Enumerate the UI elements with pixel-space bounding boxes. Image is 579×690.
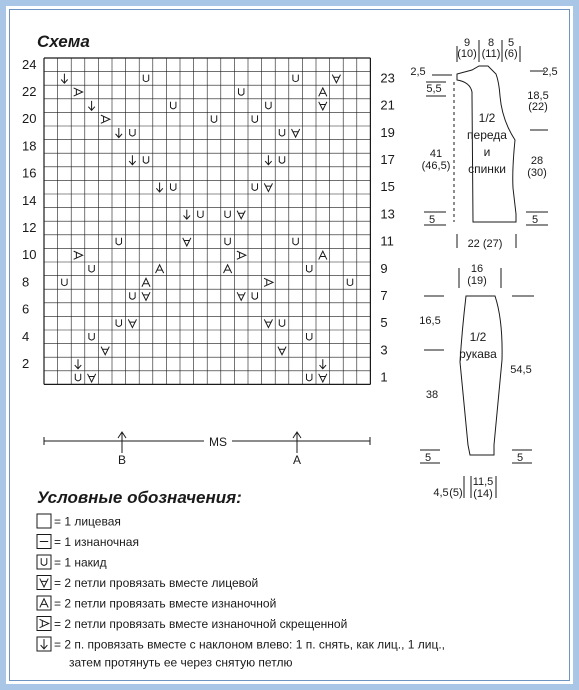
sl-label-1: 1/2: [469, 330, 487, 344]
sl-bottom-115: 11,5: [472, 476, 494, 488]
yarn-over-icon: [116, 238, 121, 245]
row-number-left: 10: [22, 247, 37, 263]
fb-label-2: переда: [467, 128, 507, 142]
legend-text: = 1 изнаночная: [54, 535, 139, 549]
yarn-over-icon: [170, 102, 175, 109]
chart-title: Схема: [37, 32, 90, 51]
purl-two-together-tbl-icon: [101, 115, 110, 123]
knit-two-together-icon: [142, 292, 150, 300]
left-slant-decrease-icon: [156, 182, 163, 192]
legend-text: = 2 петли провязать вместе изнаночной скрещенной: [54, 617, 348, 631]
purl-two-together-icon: [142, 278, 150, 286]
row-number-right: 19: [380, 124, 395, 140]
yarn-over-icon: [293, 238, 298, 245]
sl-top-19: (19): [467, 275, 487, 287]
legend-item: [37, 617, 347, 632]
yarn-over-icon: [238, 88, 243, 95]
fb-top-9: 9: [463, 37, 471, 49]
knit-two-together-icon: [319, 374, 327, 382]
purl-two-together-icon: [319, 88, 327, 96]
legend-item: [37, 596, 276, 611]
left-slant-decrease-icon: [88, 101, 95, 111]
fb-bottom-right-5: 5: [531, 214, 539, 226]
yarn-over-icon: [89, 265, 94, 272]
legend-swatch: [37, 555, 51, 569]
sl-bottom-left-5: 5: [424, 452, 432, 464]
knit-two-together-icon: [101, 347, 109, 355]
left-slant-decrease-icon: [320, 359, 327, 369]
row-number-left: 18: [22, 138, 37, 154]
yarn-over-icon: [170, 183, 175, 190]
legend-item: [37, 637, 445, 652]
row-number-left: 6: [22, 301, 30, 317]
yarn-over-icon: [306, 333, 311, 340]
row-number-left: 4: [22, 328, 30, 344]
yarn-over-icon: [198, 211, 203, 218]
row-number-left: 16: [22, 165, 37, 181]
row-number-left: 14: [22, 192, 37, 208]
yarn-over-icon: [279, 156, 284, 163]
left-slant-decrease-icon: [184, 210, 191, 220]
front-back-outline: [457, 66, 516, 222]
row-number-right: 9: [380, 260, 388, 276]
row-number-left: 12: [22, 220, 37, 235]
purl-two-together-tbl-icon: [264, 278, 273, 286]
purl-two-together-icon: [224, 265, 232, 273]
sl-left-38: 38: [425, 389, 439, 401]
row-number-left: 8: [22, 274, 30, 290]
yarn-over-icon: [130, 292, 135, 299]
purl-two-together-tbl-icon: [74, 251, 83, 259]
fb-right-30: (30): [527, 167, 547, 179]
purl-two-together-tbl-icon: [237, 251, 246, 259]
fb-top-8: 8: [487, 37, 495, 49]
row-numbers: [22, 57, 395, 385]
marker-b-label: B: [117, 453, 127, 467]
knit-two-together-icon: [237, 211, 245, 219]
fb-right-25: 2,5: [542, 66, 558, 78]
legend-list: [37, 514, 445, 670]
legend-item: [37, 576, 258, 591]
yarn-over-icon: [252, 292, 257, 299]
knit-two-together-icon: [264, 319, 272, 327]
row-number-right: 21: [380, 97, 395, 113]
knit-two-together-icon: [319, 102, 327, 110]
fb-left-41: 41: [429, 148, 443, 160]
yarn-over-icon: [279, 129, 284, 136]
repeat-label: MS: [209, 435, 227, 449]
knit-two-together-icon: [292, 129, 300, 137]
yarn-over-icon: [211, 115, 216, 122]
row-number-right: 11: [380, 233, 394, 249]
row-number-right: 23: [380, 70, 395, 86]
sl-left-165: 16,5: [419, 315, 441, 327]
legend-text: = 2 петли провязать вместе изнаночной: [54, 596, 277, 611]
yarn-over-icon: [89, 333, 94, 340]
legend-item: [37, 514, 121, 529]
sleeve-outline: [460, 296, 502, 455]
legend-text: = 2 п. провязать вместе с наклоном влево: 1 п. снять, как лиц., 1 лиц.,: [54, 637, 446, 652]
sl-bottom-right-5: 5: [516, 452, 524, 464]
yarn-over-icon: [225, 238, 230, 245]
legend-item: [37, 535, 139, 550]
yarn-over-icon: [116, 319, 121, 326]
knit-two-together-icon: [264, 183, 272, 191]
marker-a-label: A: [292, 453, 302, 467]
knit-two-together-icon: [88, 374, 96, 382]
fb-label-4: спинки: [468, 162, 506, 176]
row-number-left: 22: [22, 84, 37, 99]
legend-continuation: затем протянуть ее через снятую петлю: [69, 655, 293, 670]
fb-bottom-left-5: 5: [428, 214, 436, 226]
knit-two-together-icon: [128, 319, 136, 327]
knit-two-together-icon: [237, 292, 245, 300]
sl-right-545: 54,5: [510, 364, 532, 376]
knit-two-together-icon: [183, 238, 191, 246]
yarn-over-icon: [143, 75, 148, 82]
yarn-over-icon: [62, 279, 67, 286]
legend-swatch: [37, 514, 51, 528]
fb-right-22: (22): [528, 101, 548, 113]
yarn-over-icon: [130, 129, 135, 136]
yarn-over-icon: [306, 374, 311, 381]
sl-top-16: 16: [470, 263, 484, 275]
fb-width: 22 (27): [467, 238, 503, 250]
fb-label-3: и: [483, 145, 491, 159]
fb-label-1: 1/2: [478, 111, 496, 125]
row-number-left: 24: [22, 56, 37, 72]
sl-bottom-45: 4,5: [433, 487, 449, 499]
row-number-right: 5: [380, 315, 388, 331]
yarn-over-icon: [252, 115, 257, 122]
yarn-over-icon: [279, 319, 284, 326]
repeat-bracket: [44, 434, 370, 449]
sl-bottom-5p: (5): [449, 487, 463, 499]
legend-title: Условные обозначения:: [37, 488, 242, 507]
fb-top-6: (6): [504, 48, 518, 60]
purl-two-together-icon: [156, 265, 164, 273]
fb-right-28: 28: [530, 155, 544, 167]
left-slant-decrease-icon: [129, 155, 136, 165]
fb-top-5: 5: [507, 37, 515, 49]
row-number-right: 3: [380, 342, 388, 358]
yarn-over-icon: [143, 156, 148, 163]
purl-two-together-tbl-icon: [74, 88, 83, 96]
row-number-left: 2: [22, 356, 30, 371]
legend-text: = 1 лицевая: [54, 514, 121, 529]
marker-b: [118, 432, 126, 467]
knit-two-together-icon: [332, 75, 340, 83]
yarn-over-icon: [252, 183, 257, 190]
yarn-over-icon: [225, 211, 230, 218]
knit-two-together-icon: [278, 347, 286, 355]
yarn-over-icon: [347, 279, 352, 286]
left-slant-decrease-icon: [75, 359, 82, 369]
left-slant-decrease-icon: [265, 155, 272, 165]
fb-left-465: (46,5): [421, 160, 451, 172]
front-back-schematic: [410, 37, 557, 250]
fb-left-25: 2,5: [410, 66, 426, 78]
marker-a: [293, 432, 301, 467]
legend-text: = 1 накид: [54, 555, 107, 570]
row-number-right: 13: [380, 206, 395, 222]
yarn-over-icon: [293, 75, 298, 82]
fb-top-10: (10): [457, 48, 477, 60]
fb-right-185: 18,5: [527, 90, 549, 102]
yarn-over-icon: [75, 374, 80, 381]
yarn-over-icon: [266, 102, 271, 109]
row-number-right: 1: [380, 369, 388, 385]
fb-left-55: 5,5: [426, 83, 442, 95]
left-slant-decrease-icon: [116, 128, 123, 138]
purl-two-together-icon: [319, 251, 327, 259]
row-number-left: 20: [22, 111, 37, 127]
legend-item: [37, 555, 107, 570]
sleeve-schematic: [419, 263, 534, 500]
yarn-over-icon: [306, 265, 311, 272]
left-slant-decrease-icon: [61, 74, 68, 84]
row-number-right: 7: [380, 288, 388, 303]
row-number-right: 15: [380, 179, 395, 195]
sl-label-2: рукава: [459, 347, 497, 361]
sl-bottom-14: (14): [473, 488, 493, 500]
legend-text: = 2 петли провязать вместе лицевой: [54, 576, 259, 590]
row-number-right: 17: [380, 152, 395, 167]
fb-top-11: (11): [481, 48, 501, 60]
